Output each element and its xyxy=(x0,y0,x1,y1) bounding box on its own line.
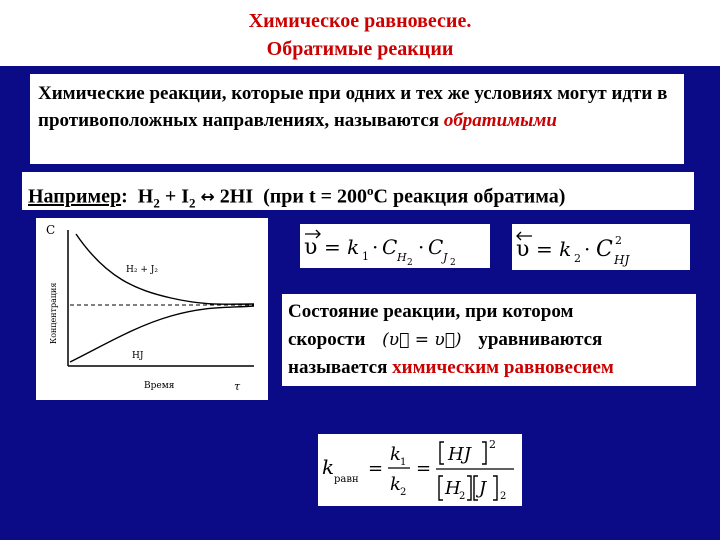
f2-k-sub: 2 xyxy=(574,252,581,265)
state-line1: Состояние реакции, при котором xyxy=(288,301,574,322)
reverse-rate-svg xyxy=(512,224,690,270)
f1-c1: C xyxy=(382,235,398,259)
keq-den-bracket-2-right xyxy=(493,476,497,500)
state-line2-post: уравниваются xyxy=(478,329,603,350)
upper-curve-label: H₂ + J₂ xyxy=(126,265,158,275)
upper-curve xyxy=(76,234,254,304)
y-axis-symbol: C xyxy=(46,223,56,237)
y-axis-label: Концентрация xyxy=(49,282,58,344)
example-sub-h: 2 xyxy=(153,195,160,211)
keq-den-bracket-1-right xyxy=(467,476,471,500)
keq-den-j: J xyxy=(479,478,487,499)
reverse-rate-formula xyxy=(512,224,690,270)
f1-c2: C xyxy=(428,235,444,259)
keq-k-sub: равн xyxy=(334,474,359,485)
example-h: H xyxy=(137,185,154,208)
x-axis-label: Время xyxy=(144,381,175,391)
keq-k: k xyxy=(322,455,335,479)
f1-c2-sub2: 2 xyxy=(450,258,456,268)
f1-dot-1: · xyxy=(372,235,379,259)
keq-den-h: H xyxy=(445,478,461,499)
keq-den-k-sub: 2 xyxy=(400,487,407,498)
lower-curve xyxy=(70,306,254,362)
f2-c-sub: HJ xyxy=(614,253,630,267)
example-degree-sup: o xyxy=(367,183,374,198)
f1-eq-k: = k xyxy=(324,235,360,259)
keq-eq1: = xyxy=(368,458,384,479)
state-line3-highlight: химическим равновесием xyxy=(392,357,614,378)
slide-title-line2: Обратимые реакции xyxy=(266,38,454,60)
example-condition-post: C реакция обратима) xyxy=(373,185,566,208)
state-line2 xyxy=(288,326,696,354)
f1-velocity: υ xyxy=(304,235,318,260)
keq-num-k: k xyxy=(390,444,401,465)
f1-k-sub: 1 xyxy=(362,250,369,263)
state-line3-pre: называется xyxy=(288,357,393,378)
keq-svg xyxy=(318,434,522,506)
keq-num-bracket-left xyxy=(440,442,444,464)
forward-rate-svg xyxy=(300,224,490,268)
equilibrium-definition-box xyxy=(282,294,696,386)
definition-box xyxy=(30,74,684,164)
lower-curve-label: HJ xyxy=(132,351,144,361)
reversible-arrow-icon: ↔ xyxy=(200,187,215,208)
example-sub-i: 2 xyxy=(189,195,196,211)
keq-den-bracket-2-left xyxy=(474,476,478,500)
x-axis-symbol: τ xyxy=(234,380,241,393)
example-product: 2HI xyxy=(214,185,254,208)
example-colon: : xyxy=(121,185,128,208)
keq-num-bracket-right xyxy=(482,442,486,464)
f1-dot-2: · xyxy=(418,235,425,259)
example-plus-i: + I xyxy=(159,185,190,208)
f2-dot: · xyxy=(584,237,591,261)
state-line2-pre: скорости xyxy=(288,329,366,350)
keq-eq2: = xyxy=(416,458,432,479)
state-line3 xyxy=(288,354,696,382)
keq-den-bracket-1-left xyxy=(439,476,443,500)
f2-c-sup: 2 xyxy=(615,234,622,247)
f2-velocity: υ xyxy=(516,237,530,262)
f1-c1-sub2: 2 xyxy=(407,258,413,268)
f2-c: C xyxy=(596,237,613,262)
keq-den-h-sub: 2 xyxy=(459,491,466,502)
slide-title-line1: Химическое равновесие. xyxy=(248,10,472,32)
concentration-graph xyxy=(36,218,268,400)
f1-c1-sub: H xyxy=(397,251,407,264)
definition-highlight: обратимыми xyxy=(443,110,557,131)
graph-svg xyxy=(36,218,268,400)
f2-eq-k: = k xyxy=(536,237,572,261)
keq-num: HJ xyxy=(448,444,471,465)
forward-rate-formula xyxy=(300,224,490,268)
example-box xyxy=(22,172,694,210)
keq-num-sup: 2 xyxy=(489,438,496,451)
keq-num-k-sub: 1 xyxy=(400,457,407,468)
equilibrium-constant-formula xyxy=(318,434,522,506)
example-label: Например xyxy=(28,185,122,208)
example-condition-pre: (при t = 200 xyxy=(253,185,367,208)
rates-equal-formula: (υ⃗ = υ⃖) xyxy=(382,330,462,350)
keq-den-k: k xyxy=(390,474,401,495)
f1-c2-sub: J xyxy=(443,251,448,264)
keq-den-j-sub: 2 xyxy=(500,491,507,502)
definition-text: Химические реакции, которые при одних и тех же условиях могут идти в противоположных направлениях, называются xyxy=(38,83,668,131)
